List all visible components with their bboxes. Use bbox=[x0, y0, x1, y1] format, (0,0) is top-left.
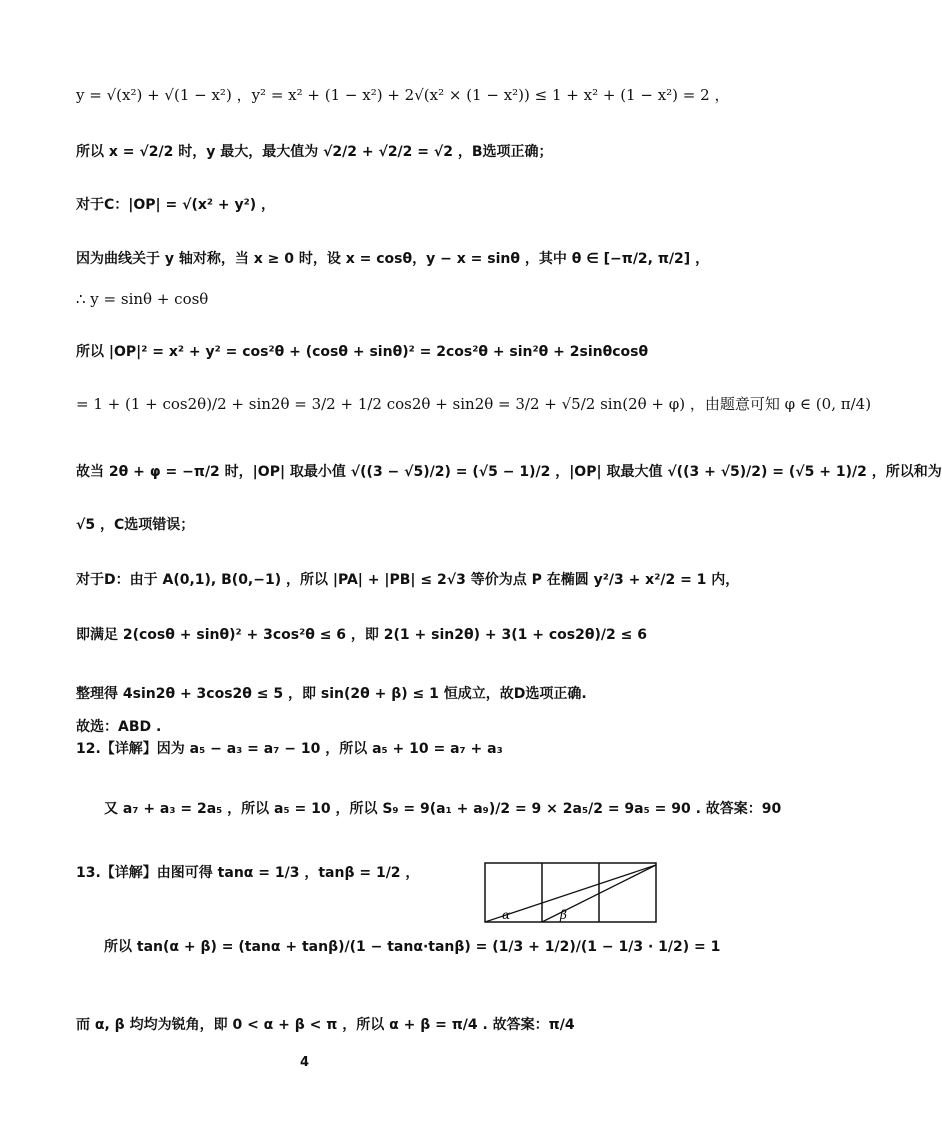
text-line-3: 对于C：|OP| = √(x² + y²) ， bbox=[76, 197, 276, 213]
figure-label-beta: β bbox=[560, 908, 567, 922]
text-line-16: 13.【详解】由图可得 tanα = 1/3 ，tanβ = 1/2 ， bbox=[76, 865, 420, 881]
text-line-12: 整理得 4sin2θ + 3cos2θ ≤ 5 ，即 sin(2θ + β) ≤ 1 恒成立，故D选项正确. bbox=[76, 686, 587, 702]
text-line-18: 而 α, β 均均为锐角，即 0 < α + β < π ，所以 α + β = π/4 . 故答案：π/4 bbox=[76, 1017, 575, 1033]
text-line-4: 因为曲线关于 y 轴对称，当 x ≥ 0 时，设 x = cosθ，y − x = sinθ ，其中 θ ∈ [−π/2, π/2] ， bbox=[76, 251, 710, 267]
text-line-13: 故选：ABD . bbox=[76, 719, 162, 735]
text-line-17: 所以 tan(α + β) = (tanα + tanβ)/(1 − tanα·tanβ) = (1/3 + 1/2)/(1 − 1/3 · 1/2) = 1 bbox=[104, 939, 721, 955]
text-line-1: y = √(x²) + √(1 − x²) ，y² = x² + (1 − x²) + 2√(x² × (1 − x²)) ≤ 1 + x² + (1 − x²) = 2 ， bbox=[76, 86, 730, 104]
figure-label-alpha: α bbox=[502, 908, 511, 922]
text-line-5: ∴ y = sinθ + cosθ bbox=[76, 290, 209, 308]
text-line-6: 所以 |OP|² = x² + y² = cos²θ + (cosθ + sinθ)² = 2cos²θ + sin²θ + 2sinθcosθ bbox=[76, 344, 649, 360]
text-line-7: = 1 + (1 + cos2θ)/2 + sin2θ = 3/2 + 1/2 cos2θ + sin2θ = 3/2 + √5/2 sin(2θ + φ) ，由题意可知 φ ∈ (0, π/4) bbox=[76, 395, 872, 413]
figure-ray-alpha bbox=[485, 865, 656, 922]
text-line-9: √5 ，C选项错误； bbox=[76, 517, 195, 533]
text-line-10: 对于D：由于 A(0,1), B(0,−1) ，所以 |PA| + |PB| ≤ 2√3 等价为点 P 在椭圆 y²/3 + x²/2 = 1 内， bbox=[76, 572, 740, 588]
text-line-11: 即满足 2(cosθ + sinθ)² + 3cos²θ ≤ 6 ，即 2(1 + sin2θ) + 3(1 + cos2θ)/2 ≤ 6 bbox=[76, 627, 647, 643]
text-line-14: 12.【详解】因为 a₅ − a₃ = a₇ − 10 ，所以 a₅ + 10 = a₇ + a₃ bbox=[76, 741, 503, 757]
text-line-2: 所以 x = √2/2 时，y 最大，最大值为 √2/2 + √2/2 = √2 ，B选项正确； bbox=[76, 144, 553, 160]
text-line-8: 故当 2θ + φ = −π/2 时，|OP| 取最小值 √((3 − √5)/2) = (√5 − 1)/2 ，|OP| 取最大值 √((3 + √5)/2) = (√5 + 1)/2 ，所以和为 bbox=[76, 464, 942, 480]
page-number: 4 bbox=[300, 1055, 310, 1070]
angle-grid-figure bbox=[484, 862, 658, 924]
text-line-15: 又 a₇ + a₃ = 2a₅ ，所以 a₅ = 10 ，所以 S₉ = 9(a₁ + a₉)/2 = 9 × 2a₅/2 = 9a₅ = 90 . 故答案：90 bbox=[104, 801, 782, 817]
